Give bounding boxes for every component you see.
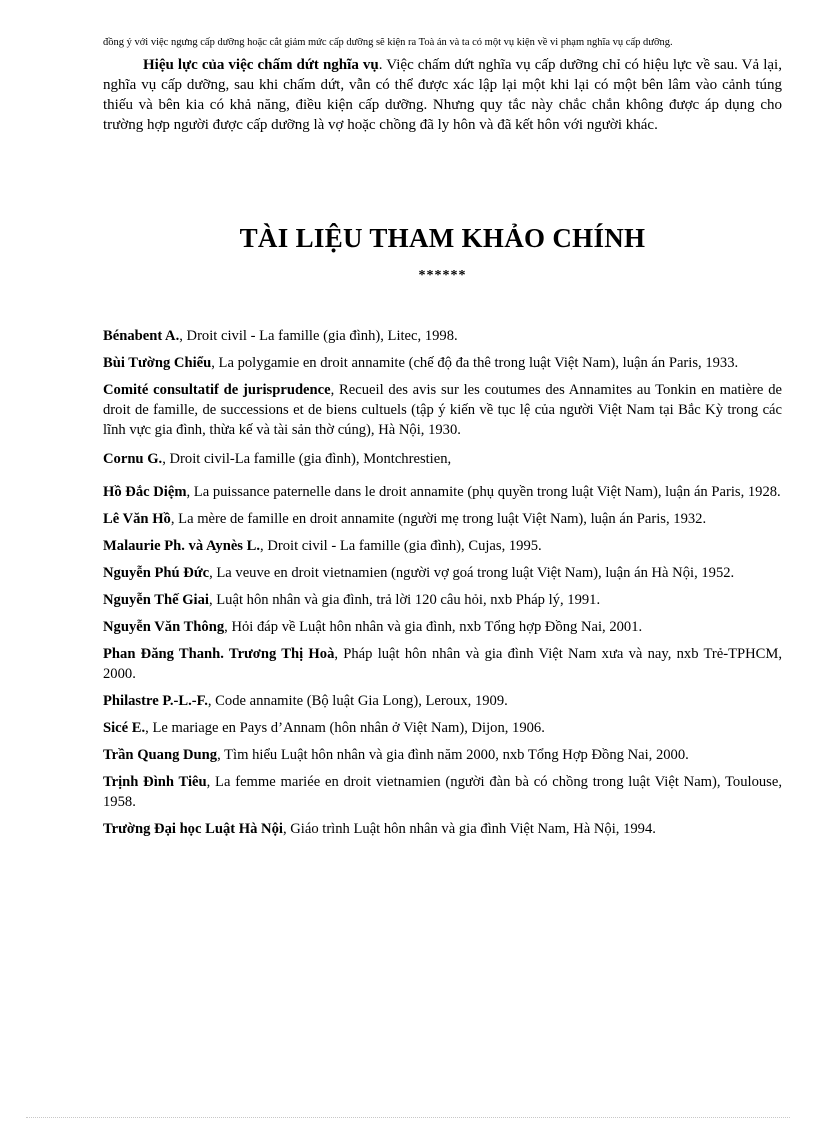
reference-list xyxy=(103,326,782,839)
reference-author: Bénabent A. xyxy=(103,328,180,344)
reference-text: , Code annamite (Bộ luật Gia Long), Leroux, 1909. xyxy=(207,693,508,709)
reference-item xyxy=(103,380,782,440)
document-page xyxy=(103,36,782,846)
section-separator: ****** xyxy=(418,268,467,283)
reference-author: Lê Văn Hồ xyxy=(103,511,171,527)
reference-text: , Pháp luật hôn nhân và gia đình Việt Nam xưa và nay, nxb Trẻ-TPHCM, 2000. xyxy=(103,646,783,682)
paragraph-text: . Việc chấm dứt nghĩa vụ cấp dưỡng chỉ có hiệu lực về sau. Vả lại, nghĩa vụ cấp dưỡng, sau khi chấm dứt, vẫn có thể được xác lập lại một khi lại có một bên lâm vào cảnh túng thiếu và bên kia có khả năng, điều kiện cấp dưỡng. Nhưng quy tắc này chắc chắn không được áp dụng cho trường hợp người được cấp dưỡng là vợ hoặc chồng đã ly hôn và đã kết hôn với người khác. xyxy=(103,57,782,133)
reference-text: , Le mariage en Pays d’Annam (hôn nhân ở Việt Nam), Dijon, 1906. xyxy=(145,720,545,736)
page-bottom-divider xyxy=(26,1117,790,1118)
reference-author: Sicé E. xyxy=(103,720,146,736)
reference-item xyxy=(103,691,782,711)
footnote-text: đồng ý với việc ngưng cấp dưỡng hoặc cắt giảm mức cấp dưỡng sẽ kiện ra Toà án và ta có một vụ kiện về vi phạm nghĩa vụ cấp dưỡng. xyxy=(103,37,673,48)
reference-item xyxy=(103,449,782,469)
reference-item xyxy=(103,819,782,839)
reference-text: , La femme mariée en droit vietnamien (người đàn bà có chồng trong luật Việt Nam), Toulouse, 1958. xyxy=(103,774,782,810)
reference-author: Nguyễn Thế Giai xyxy=(103,592,209,608)
reference-author: Trường Đại học Luật Hà Nội xyxy=(103,821,283,837)
reference-text: , Droit civil - La famille (gia đình), Cujas, 1995. xyxy=(260,538,542,554)
reference-text: , Tìm hiểu Luật hôn nhân và gia đình năm 2000, nxb Tổng Hợp Đồng Nai, 2000. xyxy=(217,747,689,763)
reference-text: , Droit civil-La famille (gia đình), Montchrestien, xyxy=(162,451,452,467)
reference-text: , La polygamie en droit annamite (chế độ đa thê trong luật Việt Nam), luận án Paris, 1933. xyxy=(211,355,739,371)
reference-item xyxy=(103,509,782,529)
reference-item xyxy=(103,563,782,583)
paragraph-bold-lead: Hiệu lực của việc chấm dứt nghĩa vụ xyxy=(143,57,379,73)
section-title: TÀI LIỆU THAM KHẢO CHÍNH xyxy=(239,223,646,253)
reference-item xyxy=(103,745,782,765)
reference-author: Hồ Đắc Diệm xyxy=(103,484,187,500)
reference-item xyxy=(103,326,782,346)
reference-text: , Droit civil - La famille (gia đình), Litec, 1998. xyxy=(179,328,458,344)
reference-text: , La veuve en droit vietnamien (người vợ goá trong luật Việt Nam), luận án Hà Nội, 1952. xyxy=(209,565,735,581)
reference-author: Trịnh Đình Tiêu xyxy=(103,774,207,790)
reference-text: , Recueil des avis sur les coutumes des Annamites au Tonkin en matière de droit de famille, de successions et de biens cultuels (tập ý kiến về tục lệ của người Việt Nam tại Bắc Kỳ trong các lĩnh vực gia đình, thừa kế và tài sản thờ cúng), Hà Nội, 1930. xyxy=(103,382,782,438)
reference-author: Cornu G. xyxy=(103,451,163,467)
reference-text: , La puissance paternelle dans le droit annamite (phụ quyền trong luật Việt Nam), luận án Paris, 1928. xyxy=(186,484,781,500)
reference-text: , La mère de famille en droit annamite (người mẹ trong luật Việt Nam), luận án Paris, 1932. xyxy=(170,511,707,527)
reference-author: Phan Đăng Thanh. Trương Thị Hoà xyxy=(103,646,335,662)
reference-text: , Giáo trình Luật hôn nhân và gia đình Việt Nam, Hà Nội, 1994. xyxy=(282,821,656,837)
reference-author: Trần Quang Dung xyxy=(103,747,218,763)
reference-text: , Luật hôn nhân và gia đình, trả lời 120 câu hỏi, nxb Pháp lý, 1991. xyxy=(208,592,601,608)
reference-author: Comité consultatif de jurisprudence xyxy=(103,382,331,398)
reference-text: , Hỏi đáp về Luật hôn nhân và gia đình, nxb Tổng hợp Đồng Nai, 2001. xyxy=(224,619,643,635)
reference-item xyxy=(103,644,782,684)
body-paragraph xyxy=(103,55,782,135)
reference-item xyxy=(103,590,782,610)
reference-author: Bùi Tường Chiểu xyxy=(103,355,212,371)
reference-item xyxy=(103,772,782,812)
reference-item xyxy=(103,353,782,373)
reference-author: Philastre P.-L.-F. xyxy=(103,693,208,709)
reference-item xyxy=(103,482,782,502)
reference-author: Malaurie Ph. và Aynès L. xyxy=(103,538,261,554)
reference-item xyxy=(103,536,782,556)
reference-author: Nguyễn Văn Thông xyxy=(103,619,225,635)
reference-author: Nguyễn Phú Đức xyxy=(103,565,210,581)
reference-item xyxy=(103,718,782,738)
reference-item xyxy=(103,617,782,637)
